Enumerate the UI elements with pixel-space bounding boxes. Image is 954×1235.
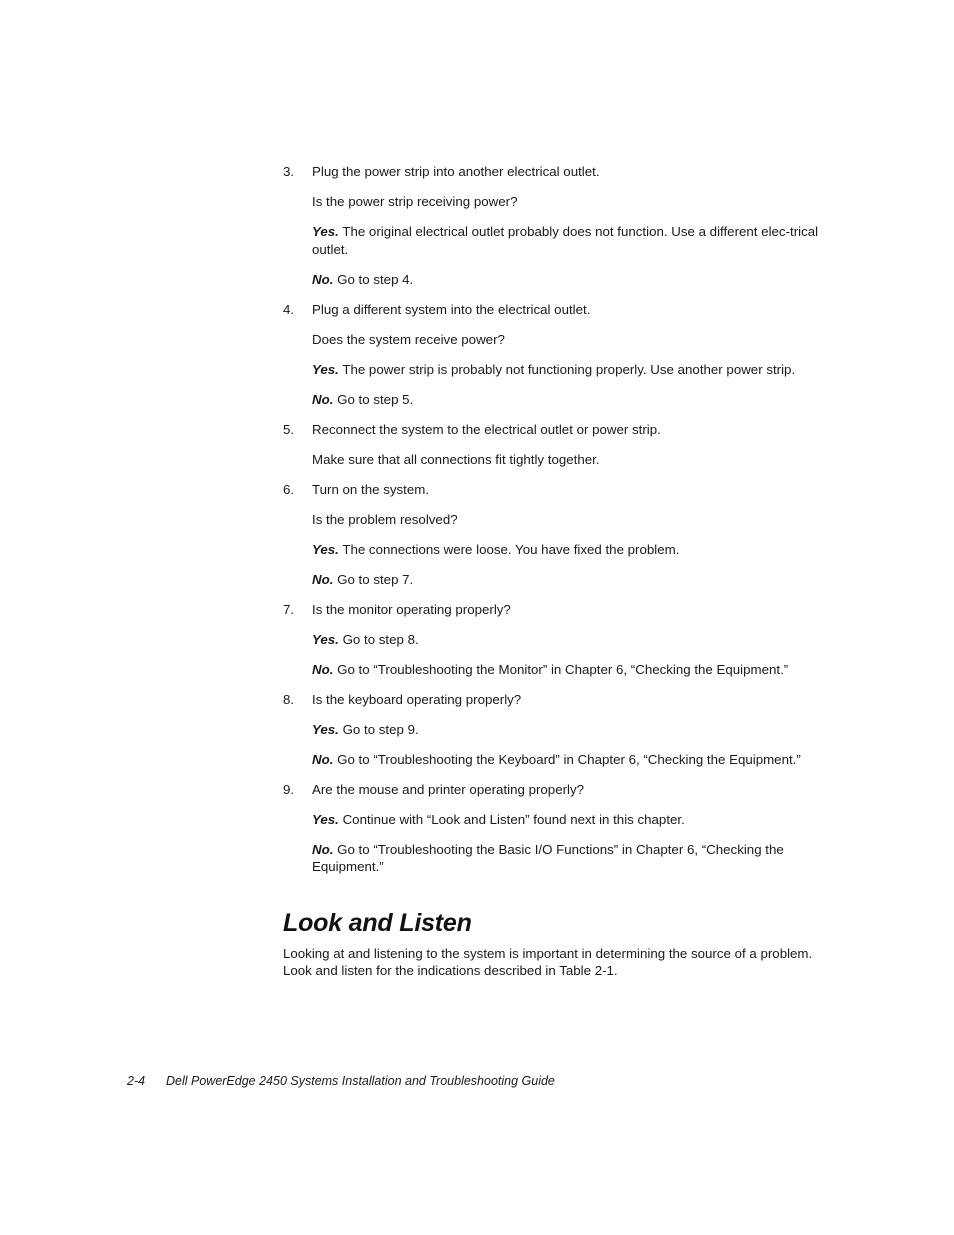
yes-label: Yes.: [312, 361, 339, 377]
no-label: No.: [312, 841, 334, 857]
step-instruction: Plug a different system into the electrical outlet.: [312, 301, 591, 317]
yes-answer: [312, 223, 819, 258]
yes-label: Yes.: [312, 541, 339, 557]
yes-text: Go to step 9.: [338, 721, 419, 737]
no-answer: [312, 571, 819, 589]
no-text: Go to “Troubleshooting the Keyboard” in Chapter 6, “Checking the Equipment.”: [333, 751, 801, 767]
yes-label: Yes.: [312, 811, 339, 827]
yes-text: Go to step 8.: [338, 631, 419, 647]
step-9: [283, 781, 819, 876]
step-instruction: Plug the power strip into another electrical outlet.: [312, 164, 600, 179]
step-instruction: Reconnect the system to the electrical outlet or power strip.: [312, 421, 661, 437]
step-4: [283, 301, 819, 409]
step-number: 8.: [283, 691, 295, 707]
yes-answer: [312, 631, 819, 649]
yes-label: Yes.: [312, 721, 339, 737]
no-answer: [312, 841, 819, 876]
no-answer: [312, 661, 819, 679]
step-number: 7.: [283, 601, 295, 617]
no-text: Go to step 4.: [333, 271, 414, 287]
yes-text: The original electrical outlet probably does not function. Use a different elec-trical outlet.: [312, 224, 819, 257]
page-number: 2-4: [127, 1074, 146, 1088]
step-number: 4.: [283, 301, 295, 317]
no-text: Go to step 5.: [333, 391, 414, 407]
step-question: Does the system receive power?: [312, 331, 505, 347]
no-text: Go to step 7.: [333, 571, 414, 587]
yes-text: Continue with “Look and Listen” found next in this chapter.: [338, 811, 685, 827]
section-heading: Look and Listen: [283, 908, 472, 937]
step-number: 5.: [283, 421, 295, 437]
yes-answer: [312, 541, 819, 559]
no-text: Go to “Troubleshooting the Monitor” in Chapter 6, “Checking the Equipment.”: [333, 661, 789, 677]
step-3: [283, 163, 819, 288]
no-answer: [312, 751, 819, 769]
no-label: No.: [312, 571, 334, 587]
no-label: No.: [312, 271, 334, 287]
step-8: [283, 691, 819, 769]
step-number: 9.: [283, 781, 295, 797]
step-number: 3.: [283, 164, 295, 179]
step-5: [283, 421, 819, 469]
step-instruction: Turn on the system.: [312, 481, 430, 497]
step-note: Make sure that all connections fit tightly together.: [312, 451, 600, 467]
step-instruction: Is the keyboard operating properly?: [312, 691, 522, 707]
yes-label: Yes.: [312, 631, 339, 647]
step-6: [283, 481, 819, 589]
no-text: Go to “Troubleshooting the Basic I/O Functions” in Chapter 6, “Checking the Equipment.”: [312, 841, 784, 874]
no-answer: [312, 391, 819, 409]
step-question: Is the power strip receiving power?: [312, 194, 518, 209]
step-7: [283, 601, 819, 679]
no-label: No.: [312, 391, 334, 407]
step-instruction: Is the monitor operating properly?: [312, 601, 511, 617]
page-content: [283, 163, 819, 980]
step-question: Is the problem resolved?: [312, 511, 458, 527]
yes-answer: [312, 721, 819, 739]
yes-text: The power strip is probably not functioning properly. Use another power strip.: [338, 361, 796, 377]
section-body: Looking at and listening to the system is important in determining the source of a problem. Look and listen for the indications described in Table 2-1.: [283, 945, 813, 978]
yes-answer: [312, 361, 819, 379]
document-title: Dell PowerEdge 2450 Systems Installation and Troubleshooting Guide: [166, 1074, 555, 1088]
yes-text: The connections were loose. You have fixed the problem.: [338, 541, 680, 557]
step-instruction: Are the mouse and printer operating properly?: [312, 781, 585, 797]
no-label: No.: [312, 661, 334, 677]
no-answer: [312, 271, 819, 289]
yes-label: Yes.: [312, 224, 339, 239]
yes-answer: [312, 811, 819, 829]
step-number: 6.: [283, 481, 295, 497]
no-label: No.: [312, 751, 334, 767]
page-footer: [127, 1074, 555, 1088]
